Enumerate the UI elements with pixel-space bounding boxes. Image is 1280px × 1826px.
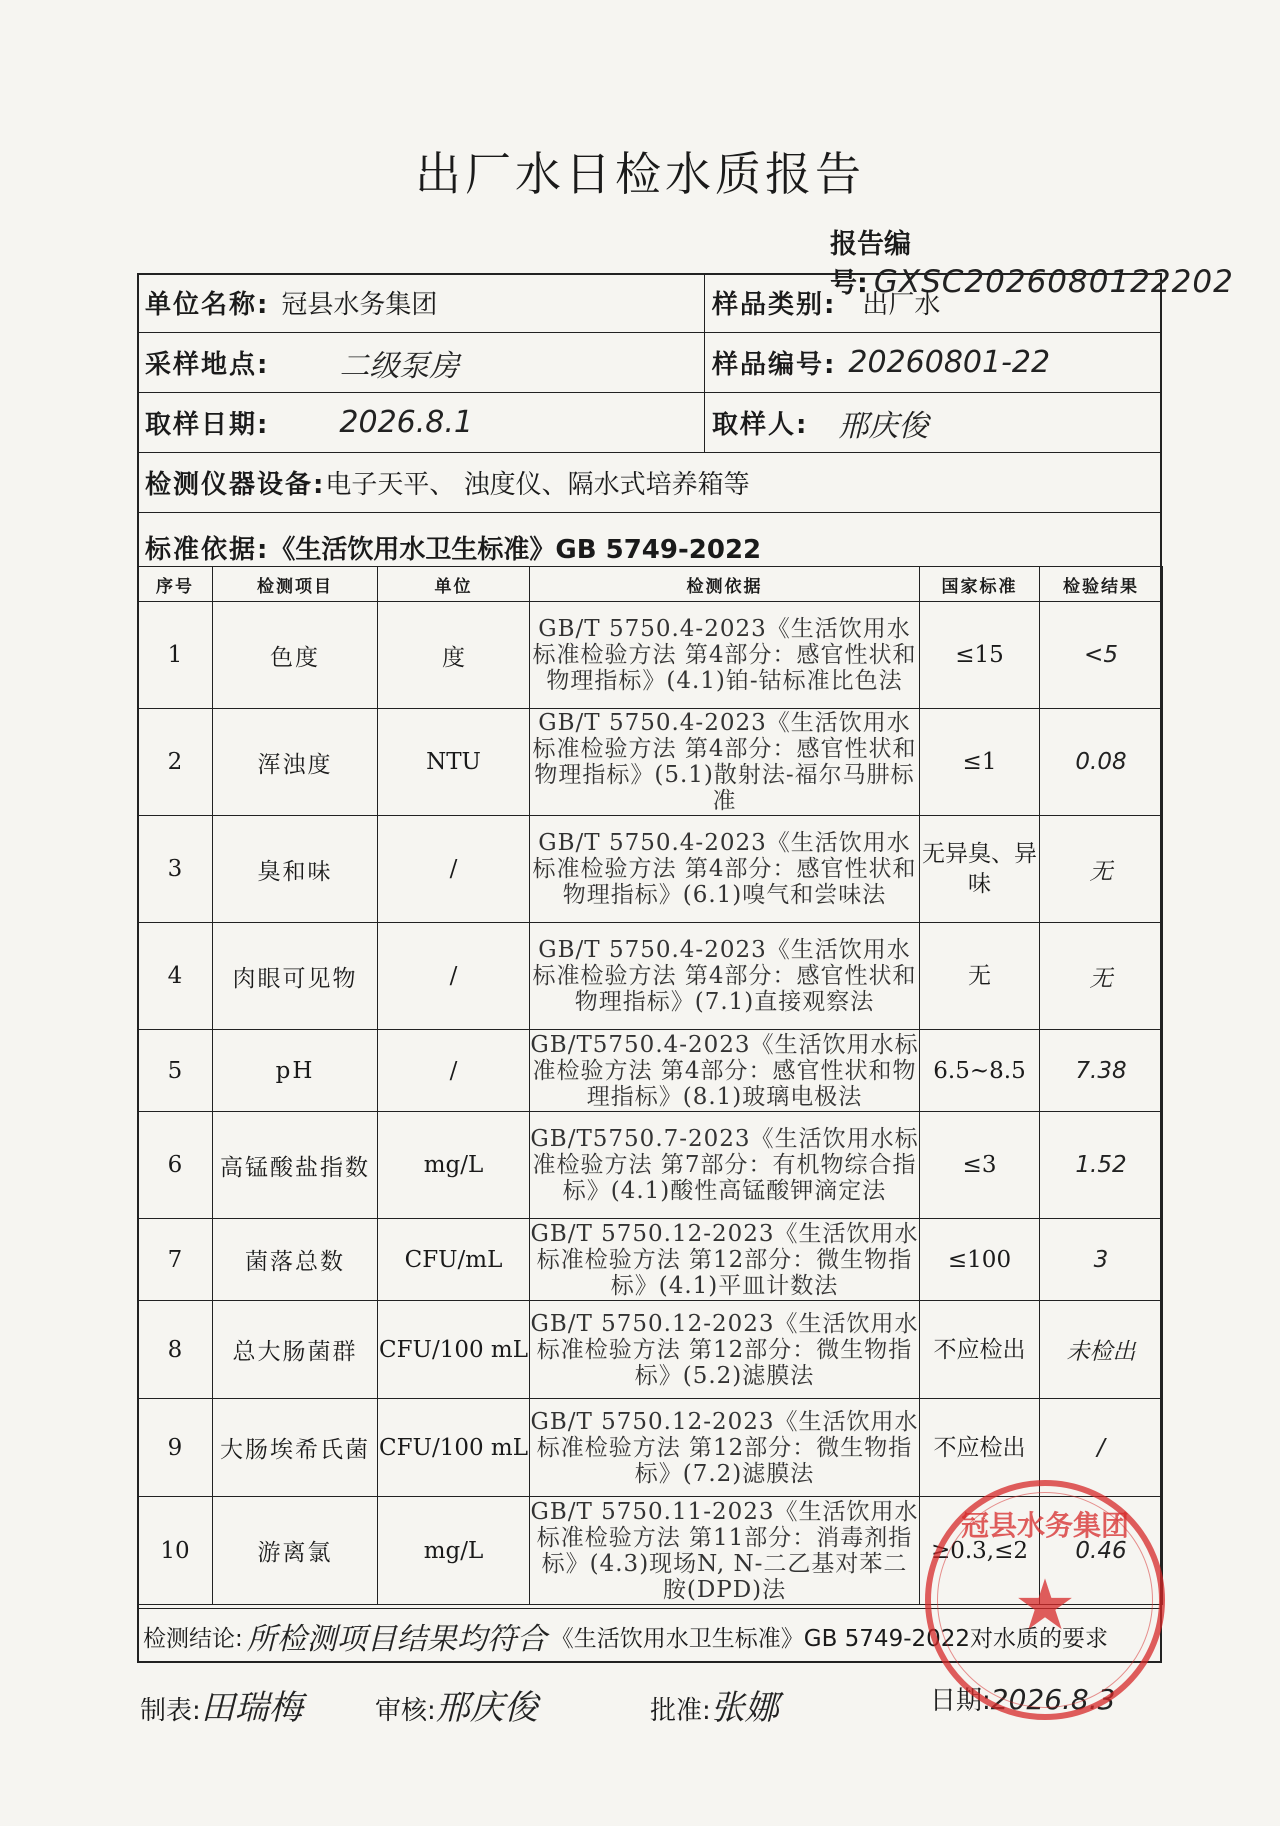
table-row: [138, 709, 1163, 816]
row-item: 高锰酸盐指数: [213, 1112, 378, 1219]
row-item: 总大肠菌群: [213, 1301, 378, 1399]
official-seal: [925, 1480, 1165, 1720]
row-result: /: [1040, 1399, 1163, 1497]
table-header-row: [138, 567, 1163, 602]
row-unit: /: [378, 923, 530, 1030]
maker-signature: 田瑞梅: [200, 1688, 303, 1728]
row-no: 8: [138, 1301, 213, 1399]
row-item: 菌落总数: [213, 1219, 378, 1301]
table-row: [138, 602, 1163, 709]
row-basis: GB/T 5750.12-2023《生活饮用水标准检验方法 第12部分：微生物指标》(5.2)滤膜法: [530, 1301, 920, 1399]
row-no: 6: [138, 1112, 213, 1219]
equipment-label: 检测仪器设备:: [145, 470, 326, 500]
row-basis: GB/T 5750.4-2023《生活饮用水标准检验方法 第4部分：感官性状和物理指标》(4.1)铂-钴标准比色法: [530, 602, 920, 709]
results-table: [137, 566, 1163, 1605]
seal-text: 冠县水务集团: [960, 1509, 1129, 1542]
table-row: [138, 923, 1163, 1030]
info-row-equipment: [137, 453, 1162, 513]
seal-star-icon: ★: [1013, 1564, 1077, 1646]
row-result: 无: [1040, 923, 1163, 1030]
table-row: [138, 1219, 1163, 1301]
table-row: [138, 816, 1163, 923]
row-result: 未检出: [1040, 1301, 1163, 1399]
row-standard: 6.5~8.5: [920, 1030, 1040, 1112]
row-standard: ≤3: [920, 1112, 1040, 1219]
row-unit: mg/L: [378, 1112, 530, 1219]
row-basis: GB/T 5750.4-2023《生活饮用水标准检验方法 第4部分：感官性状和物理指标》(6.1)嗅气和尝味法: [530, 816, 920, 923]
unit-value: 冠县水务集团: [281, 290, 438, 320]
review-signature: 邢庆俊: [435, 1688, 538, 1728]
equipment-value: 电子天平、 浊度仪、隔水式培养箱等: [325, 470, 750, 500]
row-item: pH: [213, 1030, 378, 1112]
row-item: 大肠埃希氏菌: [213, 1399, 378, 1497]
row-basis: GB/T5750.7-2023《生活饮用水标准检验方法 第7部分：有机物综合指标》(4.1)酸性高锰酸钾滴定法: [530, 1112, 920, 1219]
sampler-label: 取样人:: [712, 410, 809, 440]
sign-date-value: 2026.8.3: [990, 1683, 1116, 1716]
row-result: 0.08: [1040, 709, 1163, 816]
row-no: 9: [138, 1399, 213, 1497]
location-label: 采样地点:: [145, 350, 270, 380]
row-result: 1.52: [1040, 1112, 1163, 1219]
row-standard: ≤100: [920, 1219, 1040, 1301]
row-result: 3: [1040, 1219, 1163, 1301]
report-title: 出厂水日检水质报告: [415, 147, 865, 201]
row-unit: /: [378, 816, 530, 923]
header-basis: 检测依据: [530, 567, 920, 602]
row-no: 4: [138, 923, 213, 1030]
sample-no-value: 20260801-22: [848, 345, 1051, 380]
row-unit: /: [378, 1030, 530, 1112]
row-basis: GB/T 5750.12-2023《生活饮用水标准检验方法 第12部分：微生物指标》(7.2)滤膜法: [530, 1399, 920, 1497]
sign-date-label: 日期:: [930, 1686, 991, 1716]
report-number-label: 报告编号:: [830, 229, 911, 299]
row-basis: GB/T 5750.4-2023《生活饮用水标准检验方法 第4部分：感官性状和物理指标》(7.1)直接观察法: [530, 923, 920, 1030]
header-no: 序号: [138, 567, 213, 602]
row-basis: GB/T 5750.4-2023《生活饮用水标准检验方法 第4部分：感官性状和物理指标》(5.1)散射法-福尔马肼标准: [530, 709, 920, 816]
approve-label: 批准:: [650, 1696, 711, 1726]
header-unit: 单位: [378, 567, 530, 602]
unit-label: 单位名称:: [145, 290, 270, 320]
row-item: 臭和味: [213, 816, 378, 923]
row-standard: 无: [920, 923, 1040, 1030]
info-row-date: [137, 393, 1162, 453]
row-standard: 无异臭、异味: [920, 816, 1040, 923]
table-row: [138, 1030, 1163, 1112]
row-standard: ≤1: [920, 709, 1040, 816]
row-standard: ≤15: [920, 602, 1040, 709]
location-value: 二级泵房: [339, 348, 460, 384]
row-no: 10: [138, 1497, 213, 1605]
standard-label: 标准依据:: [145, 535, 270, 565]
row-no: 7: [138, 1219, 213, 1301]
review-label: 审核:: [375, 1696, 436, 1726]
row-no: 2: [138, 709, 213, 816]
header-result: 检验结果: [1040, 567, 1163, 602]
row-standard: 不应检出: [920, 1301, 1040, 1399]
table-row: [138, 1112, 1163, 1219]
conclusion-handwritten: 所检测项目结果均符合: [246, 1622, 547, 1657]
row-unit: CFU/mL: [378, 1219, 530, 1301]
sample-no-label: 样品编号:: [712, 350, 837, 380]
row-basis: GB/T5750.4-2023《生活饮用水标准检验方法 第4部分：感官性状和物理指标》(8.1)玻璃电极法: [530, 1031, 919, 1110]
row-item: 浑浊度: [213, 709, 378, 816]
date-value: 2026.8.1: [339, 405, 473, 440]
row-no: 5: [138, 1030, 213, 1112]
row-unit: CFU/100 mL: [378, 1301, 530, 1399]
sample-type-label: 样品类别:: [712, 290, 837, 320]
row-unit: NTU: [378, 709, 530, 816]
row-item: 游离氯: [213, 1497, 378, 1605]
row-basis: GB/T 5750.12-2023《生活饮用水标准检验方法 第12部分：微生物指标》(4.1)平皿计数法: [530, 1220, 919, 1299]
row-result: 7.38: [1040, 1030, 1163, 1112]
approve-signature: 张娜: [710, 1688, 779, 1728]
row-result: 无: [1040, 816, 1163, 923]
row-basis: GB/T 5750.11-2023《生活饮用水标准检验方法 第11部分：消毒剂指标》(4.3)现场N, N-二乙基对苯二胺(DPD)法: [530, 1498, 919, 1603]
row-result: 0.46: [1040, 1497, 1163, 1605]
row-no: 3: [138, 816, 213, 923]
info-row-standard: [137, 513, 1162, 566]
sampler-value: 邢庆俊: [838, 408, 929, 444]
row-item: 色度: [213, 602, 378, 709]
row-result: <5: [1040, 602, 1163, 709]
table-row: [138, 1399, 1163, 1497]
maker-label: 制表:: [140, 1696, 201, 1726]
row-unit: mg/L: [378, 1497, 530, 1605]
sample-type-value: 出厂水: [862, 290, 941, 320]
row-unit: 度: [378, 602, 530, 709]
standard-value: 《生活饮用水卫生标准》GB 5749-2022: [269, 535, 762, 565]
row-unit: CFU/100 mL: [378, 1399, 530, 1497]
row-no: 1: [138, 602, 213, 709]
conclusion-text: 《生活饮用水卫生标准》GB 5749-2022对水质的要求: [550, 1625, 1109, 1652]
header-item: 检测项目: [213, 567, 378, 602]
date-label: 取样日期:: [145, 410, 270, 440]
info-row-location: [137, 333, 1162, 393]
row-standard: ≥0.3,≤2: [920, 1497, 1040, 1605]
header-standard: 国家标准: [920, 567, 1040, 602]
row-item: 肉眼可见物: [213, 923, 378, 1030]
row-standard: 不应检出: [920, 1399, 1040, 1497]
report-number-value: GXSC2026080122202: [873, 264, 1234, 300]
info-row-unit: [137, 273, 1162, 333]
conclusion-label: 检测结论:: [143, 1625, 243, 1652]
table-row: [138, 1301, 1163, 1399]
